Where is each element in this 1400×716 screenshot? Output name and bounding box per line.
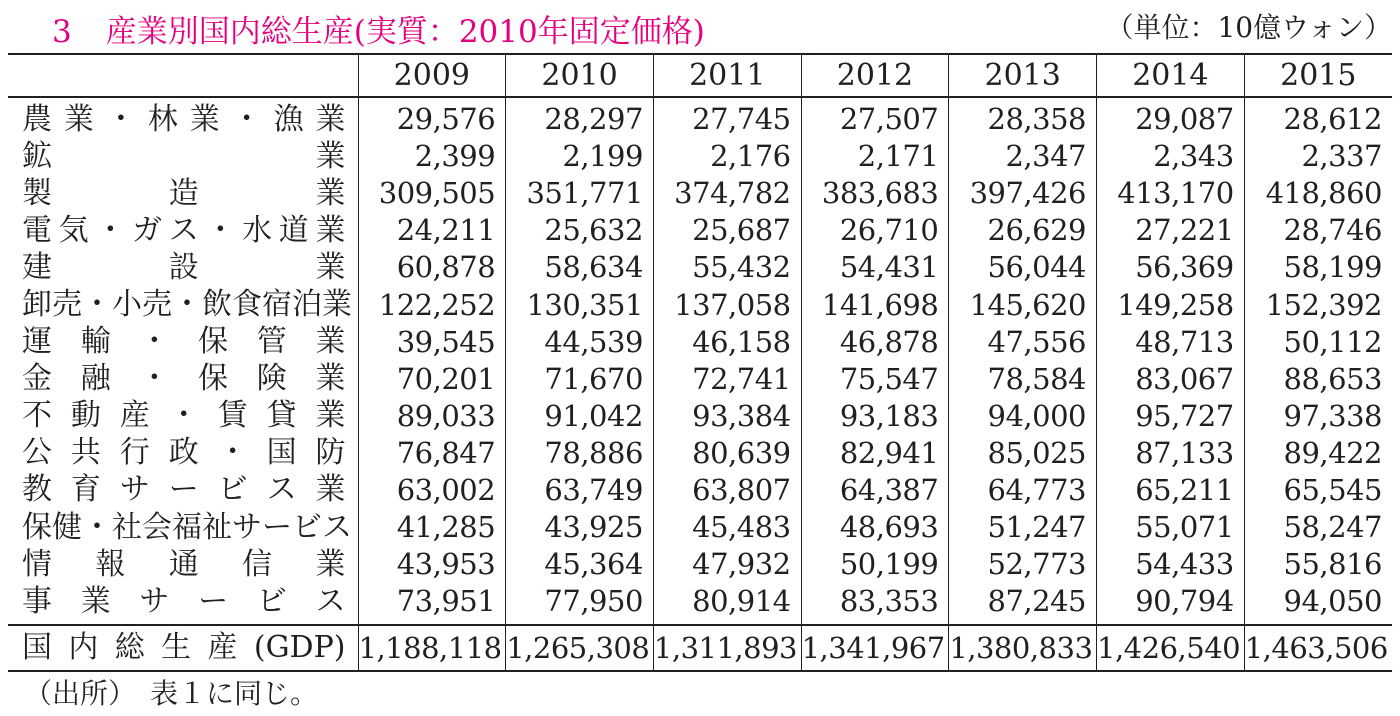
value-cell: 54,431 (801, 249, 949, 286)
value-cell: 1,380,833 (949, 625, 1097, 671)
value-cell: 309,505 (358, 175, 506, 212)
value-cell: 97,338 (1244, 398, 1392, 435)
value-cell: 1,426,540 (1097, 625, 1245, 671)
title-bar (0, 0, 1400, 52)
value-cell: 93,384 (653, 398, 801, 435)
table-row (8, 509, 1392, 546)
value-cell: 1,188,118 (358, 625, 506, 671)
value-cell: 80,639 (653, 435, 801, 472)
value-cell: 2,343 (1097, 138, 1245, 175)
value-cell: 29,576 (358, 97, 506, 138)
value-cell: 397,426 (949, 175, 1097, 212)
table-body (8, 97, 1392, 671)
value-cell: 80,914 (653, 583, 801, 625)
value-cell: 28,358 (949, 97, 1097, 138)
table-row (8, 324, 1392, 361)
value-cell: 65,211 (1097, 472, 1245, 509)
value-cell: 27,507 (801, 97, 949, 138)
industry-label: 不動産・賃貸業 (22, 398, 346, 434)
value-cell: 130,351 (506, 286, 654, 323)
value-cell: 413,170 (1097, 175, 1245, 212)
value-cell: 2,199 (506, 138, 654, 175)
value-cell: 55,432 (653, 249, 801, 286)
value-cell: 83,067 (1097, 361, 1245, 398)
table-row (8, 361, 1392, 398)
value-cell: 1,341,967 (801, 625, 949, 671)
value-cell: 76,847 (358, 435, 506, 472)
value-cell: 89,422 (1244, 435, 1392, 472)
value-cell: 351,771 (506, 175, 654, 212)
year-header: 2014 (1097, 54, 1245, 97)
value-cell: 45,364 (506, 546, 654, 583)
value-cell: 64,773 (949, 472, 1097, 509)
value-cell: 65,545 (1244, 472, 1392, 509)
value-cell: 56,369 (1097, 249, 1245, 286)
value-cell: 58,247 (1244, 509, 1392, 546)
value-cell: 26,710 (801, 212, 949, 249)
year-header: 2009 (358, 54, 506, 97)
source-note: （出所） 表１に同じ。 (24, 677, 319, 710)
value-cell: 149,258 (1097, 286, 1245, 323)
unit-label: （単位：10億ウォン） (1105, 11, 1392, 44)
value-cell: 91,042 (506, 398, 654, 435)
value-cell: 2,347 (949, 138, 1097, 175)
header-row (8, 54, 1392, 97)
industry-label: 運輸・保管業 (22, 324, 346, 360)
industry-label: 卸売・小売・飲食宿泊業 (22, 287, 352, 323)
year-header: 2013 (949, 54, 1097, 97)
value-cell: 29,087 (1097, 97, 1245, 138)
table-row (8, 546, 1392, 583)
value-cell: 63,749 (506, 472, 654, 509)
value-cell: 93,183 (801, 398, 949, 435)
value-cell: 72,741 (653, 361, 801, 398)
value-cell: 137,058 (653, 286, 801, 323)
year-header: 2015 (1244, 54, 1392, 97)
value-cell: 46,878 (801, 324, 949, 361)
value-cell: 70,201 (358, 361, 506, 398)
value-cell: 50,199 (801, 546, 949, 583)
value-cell: 54,433 (1097, 546, 1245, 583)
value-cell: 27,221 (1097, 212, 1245, 249)
value-cell: 152,392 (1244, 286, 1392, 323)
value-cell: 43,925 (506, 509, 654, 546)
value-cell: 45,483 (653, 509, 801, 546)
industry-label: 電気・ガス・水道業 (22, 212, 346, 248)
value-cell: 2,171 (801, 138, 949, 175)
value-cell: 43,953 (358, 546, 506, 583)
value-cell: 41,285 (358, 509, 506, 546)
industry-label: 事業サービス (22, 583, 346, 619)
value-cell: 55,816 (1244, 546, 1392, 583)
industry-label: 建設業 (22, 249, 346, 285)
value-cell: 73,951 (358, 583, 506, 625)
value-cell: 87,133 (1097, 435, 1245, 472)
gdp-by-industry-table (8, 53, 1392, 672)
industry-label: 情報通信業 (22, 546, 346, 582)
value-cell: 63,807 (653, 472, 801, 509)
industry-label: 鉱業 (22, 138, 346, 174)
table-row (8, 97, 1392, 138)
value-cell: 39,545 (358, 324, 506, 361)
value-cell: 1,311,893 (653, 625, 801, 671)
value-cell: 55,071 (1097, 509, 1245, 546)
value-cell: 2,337 (1244, 138, 1392, 175)
value-cell: 26,629 (949, 212, 1097, 249)
value-cell: 47,932 (653, 546, 801, 583)
year-header: 2012 (801, 54, 949, 97)
value-cell: 2,399 (358, 138, 506, 175)
value-cell: 60,878 (358, 249, 506, 286)
value-cell: 141,698 (801, 286, 949, 323)
industry-label: 農業・林業・漁業 (22, 101, 346, 137)
table-row (8, 435, 1392, 472)
value-cell: 50,112 (1244, 324, 1392, 361)
table-row (8, 138, 1392, 175)
value-cell: 52,773 (949, 546, 1097, 583)
value-cell: 56,044 (949, 249, 1097, 286)
value-cell: 83,353 (801, 583, 949, 625)
value-cell: 374,782 (653, 175, 801, 212)
value-cell: 71,670 (506, 361, 654, 398)
value-cell: 44,539 (506, 324, 654, 361)
value-cell: 89,033 (358, 398, 506, 435)
value-cell: 48,693 (801, 509, 949, 546)
total-row (8, 625, 1392, 671)
industry-label: 国内総生産(GDP) (8, 625, 358, 671)
value-cell: 28,746 (1244, 212, 1392, 249)
table-row (8, 583, 1392, 625)
industry-label: 公共行政・国防 (22, 435, 346, 471)
value-cell: 94,000 (949, 398, 1097, 435)
value-cell: 25,687 (653, 212, 801, 249)
value-cell: 47,556 (949, 324, 1097, 361)
value-cell: 82,941 (801, 435, 949, 472)
industry-label: 教育サービス業 (22, 472, 346, 508)
value-cell: 64,387 (801, 472, 949, 509)
value-cell: 88,653 (1244, 361, 1392, 398)
value-cell: 85,025 (949, 435, 1097, 472)
header-corner-cell (8, 54, 358, 97)
industry-label: 保健・社会福祉サービス (22, 509, 352, 545)
value-cell: 51,247 (949, 509, 1097, 546)
industry-label: 製造業 (22, 175, 346, 211)
table-row (8, 472, 1392, 509)
year-header: 2010 (506, 54, 654, 97)
value-cell: 75,547 (801, 361, 949, 398)
value-cell: 58,199 (1244, 249, 1392, 286)
value-cell: 145,620 (949, 286, 1097, 323)
table-row (8, 286, 1392, 323)
table-title (52, 6, 705, 51)
value-cell: 87,245 (949, 583, 1097, 625)
value-cell: 1,265,308 (506, 625, 654, 671)
value-cell: 90,794 (1097, 583, 1245, 625)
value-cell: 418,860 (1244, 175, 1392, 212)
value-cell: 28,297 (506, 97, 654, 138)
value-cell: 1,463,506 (1244, 625, 1392, 671)
value-cell: 383,683 (801, 175, 949, 212)
value-cell: 63,002 (358, 472, 506, 509)
table-row (8, 249, 1392, 286)
table-row (8, 398, 1392, 435)
value-cell: 77,950 (506, 583, 654, 625)
value-cell: 28,612 (1244, 97, 1392, 138)
value-cell: 48,713 (1097, 324, 1245, 361)
value-cell: 27,745 (653, 97, 801, 138)
year-header: 2011 (653, 54, 801, 97)
table-number: 3 (52, 14, 72, 50)
table-row (8, 175, 1392, 212)
value-cell: 46,158 (653, 324, 801, 361)
value-cell: 2,176 (653, 138, 801, 175)
value-cell: 122,252 (358, 286, 506, 323)
table-row (8, 212, 1392, 249)
value-cell: 94,050 (1244, 583, 1392, 625)
value-cell: 58,634 (506, 249, 654, 286)
value-cell: 25,632 (506, 212, 654, 249)
value-cell: 24,211 (358, 212, 506, 249)
table-title-text: 産業別国内総生産(実質：2010年固定価格) (105, 14, 705, 50)
value-cell: 95,727 (1097, 398, 1245, 435)
value-cell: 78,584 (949, 361, 1097, 398)
industry-label: 金融・保険業 (22, 361, 346, 397)
value-cell: 78,886 (506, 435, 654, 472)
